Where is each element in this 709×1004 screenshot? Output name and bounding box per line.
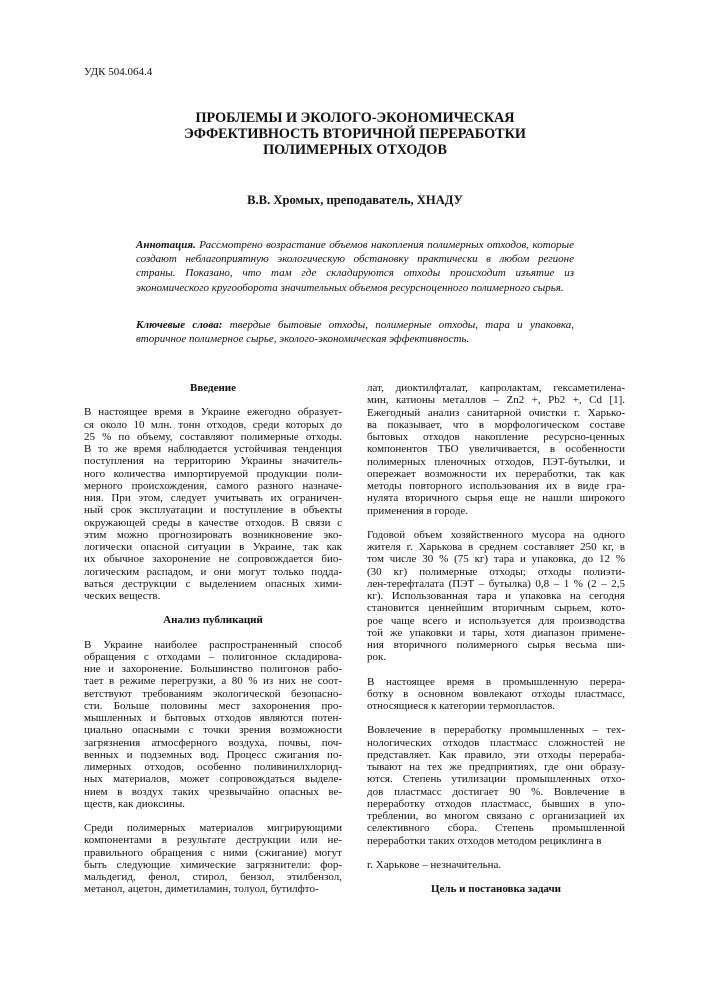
text-line: ся около 10 млн. тонн отходов, среди которых до [84,418,342,431]
text-line: полимерных пленочных отходов, ПЭТ-бутылки, и [367,455,625,468]
title-line: ПОЛИМЕРНЫХ ОТХОДОВ [263,142,447,158]
text-line: В то же время наблюдается устойчивая тенденция [84,443,342,455]
text-line: сти. Больше половины мест захоронения про- [84,699,342,712]
paragraph-gap [367,871,625,883]
text-line: загрязнения атмосферного воздуха, почвы, поч- [84,736,342,749]
text-line: относящиеся к категории термопластов. [367,700,556,712]
left-column [84,382,342,896]
body-paragraph [367,382,625,517]
keywords-label: Ключевые слова: [136,319,223,331]
abstract-label: Аннотация. [136,239,196,251]
text-line: поступления на территорию Украины значитель- [84,455,342,468]
text-line: ние и захоронение. Большинство полигонов рабо- [84,663,342,675]
text-line: тает в режиме перегрузки, а 80 % из них не соот- [84,675,342,688]
text-line: их обычное захоронение не сопровождается био- [84,553,342,566]
text-line: мышленных и бытовых отходов являются потен- [84,712,342,724]
text-line: дов пластмасс достигает 90 %. Вовлечение в [367,785,625,798]
text-line: лен-терефталата (ПЭТ – бутылка) 0,8 – 1 % (2 – 2,5 [367,577,625,590]
abstract [136,238,574,295]
text-line: ный срок эксплуатации и поступление в объекты [84,504,342,517]
text-line: ваться деструкции с выделением опасных хими- [84,577,342,590]
text-line: ного количества импортируемой продукции поли- [84,467,342,480]
body-paragraph [84,639,342,811]
paper-title [130,110,580,158]
text-line: ных материалов, может сопровождаться выделе- [84,773,342,786]
text-line: ветствуют требованиям экологической безопасно- [84,687,342,700]
title-line: ЭФФЕКТИВНОСТЬ ВТОРИЧНОЙ ПЕРЕРАБОТКИ [184,126,526,142]
text-line: мерного происхождения, самого разного назначе- [84,479,342,492]
keywords-text: твердые бытовые отходы, полимерные отходы, тара и упаковка, вторичное полимерное сырье, эколого-экономическая эффективность. [136,319,575,346]
text-line: селективного сбора. Степень промышленной [367,822,625,835]
text-line: треблении, во многом связано с организацией их [367,810,625,822]
text-line: нием в воздух таких чрезвычайно опасных ве- [84,785,342,798]
paragraph-gap [84,394,342,406]
body-paragraph [367,724,625,847]
abstract-text: Рассмотрено возрастание объемов накопления полимерных отходов, которые создают неблагоприятную экологическую обстановку практически в любом регионе страны. Показано, что там где складируются отходы происходит изъятие из экономического кругооборота значительных объемов ресурсноценного полимерного сырья. [136,239,574,294]
text-line: правильного обращения с ними (сжигание) могут [84,846,342,859]
text-line: венных и подземных вод. Процесс сжигания по- [84,748,342,761]
text-line: Вовлечение в переработку промышленных – тех- [367,724,625,737]
text-line: этим можно прогнозировать возникновение эко- [84,528,342,541]
body-paragraph [367,676,625,713]
author-line: В.В. Хромых, преподаватель, ХНАДУ [247,193,463,207]
text-line: представляет. Как правило, эти отходы перераба- [367,748,625,761]
text-line: переработки таких отходов методом рециклинга в [367,834,602,847]
text-line: ния. При этом, следует учитывать их ограничен- [84,492,342,504]
paragraph-gap [367,847,625,859]
body-paragraph [367,529,625,664]
text-line: В настоящее время в Украине ежегодно образует- [84,406,342,419]
text-line: ния вторичного полимерного сырья весьма ши- [367,639,625,651]
text-line: В Украине наиболее распространенный способ [84,638,342,651]
text-line: лимерных отходов, особенно поливинилхлорид- [84,761,342,773]
text-line: (30 кг) полимерные отходы; отходы полиэти- [367,565,625,578]
text-line: тывают на тех же предприятиях, где они образу- [367,761,625,773]
text-line: мин, катионы металлов – Zn2 +, Pb2 +, Cd [1]. [367,394,625,407]
udk-code: УДК 504.064.4 [84,66,153,78]
text-line: мальдегид, фенол, стирол, бензол, этилбензол, [84,871,342,883]
text-line: опережает возможности их переработки, так как [367,467,625,480]
text-line: ческих веществ. [84,590,161,602]
text-line: логически опасной ситуации в Украине, так как [84,541,342,553]
paragraph-gap [367,664,625,676]
body-paragraph [84,406,342,602]
section-heading: Цель и постановка задачи [430,883,562,895]
paragraph-gap [84,810,342,822]
text-line: жителя г. Харькова в среднем составляет 250 кг, в [367,541,625,553]
text-line: лат, диоктилфталат, капролактам, гексаметилена- [367,382,625,394]
text-line: том числе 30 % (75 кг) тара и упаковка, до 12 % [367,553,625,566]
text-line: становится ценнейшим вторичным сырьем, кото- [367,602,625,615]
text-line: Ежегодный анализ санитарной очистки г. Харько- [367,406,625,419]
keywords [136,318,574,346]
text-line: кг). Использованная тара и упаковка на сегодня [367,590,625,602]
paragraph-gap [367,712,625,724]
text-line: рок. [367,651,387,664]
text-line: той же упаковки и тары, хотя диапазон примене- [367,626,625,639]
text-line: Годовой объем хозяйственного мусора на одного [367,528,625,541]
section-heading: Введение [189,382,237,394]
text-line: быть следующие химические загрязнители: фор- [84,858,342,871]
text-line: В настоящее время в промышленную перера- [367,675,625,688]
section-heading: Анализ публикаций [163,614,263,627]
text-line: применения в городе. [367,504,469,517]
body-paragraph [84,822,342,896]
text-line: компонентами в результате деструкции или не- [84,834,342,847]
right-column [367,382,625,895]
text-line: обращения с отходами – полигонное складирова- [84,650,342,663]
text-line: г. Харькове – незначительна. [367,858,502,871]
text-line: ва показывает, что в морфологическом составе [367,418,625,431]
text-line: Среди полимерных материалов мигрирующими [84,822,342,834]
text-line: методы повторного использования их в виде гра- [367,480,625,492]
text-line: ботку в основном вовлекают отходы пластмасс, [367,687,625,700]
text-line: циально опасными с точки зрения возможности [84,724,342,737]
text-line: метанол, ацетон, диметиламин, толуол, бутилфто- [84,883,319,896]
text-line: 25 % по объему, составляют полимерные отходы. [84,430,342,443]
text-line: компонентов ТБО увеличивается, в особенности [367,443,625,456]
body-paragraph [367,859,625,871]
text-line: логическим распадом, и они могут только подда- [84,565,342,578]
text-line: ществ, как диоксины. [84,797,186,810]
paragraph-gap [84,602,342,614]
text-line: ются. Степень утилизации промышленных отхо- [367,773,625,786]
paragraph-gap [84,627,342,639]
text-line: бытовых отходов накопление ресурсно-ценных [367,431,625,443]
text-line: рое чаще всего и используется для производства [367,614,625,627]
text-line: окружающей среды в качестве отходов. В связи с [84,516,342,529]
title-line: ПРОБЛЕМЫ И ЭКОЛОГО-ЭКОНОМИЧЕСКАЯ [195,110,515,126]
text-line: переработку отходов пластмасс, бывших в упо- [367,797,625,810]
paragraph-gap [367,517,625,529]
text-line: нологических отходов пластмасс сложностей не [367,736,625,749]
text-line: нулята вторичного сырья еще не нашли широкого [367,492,625,505]
